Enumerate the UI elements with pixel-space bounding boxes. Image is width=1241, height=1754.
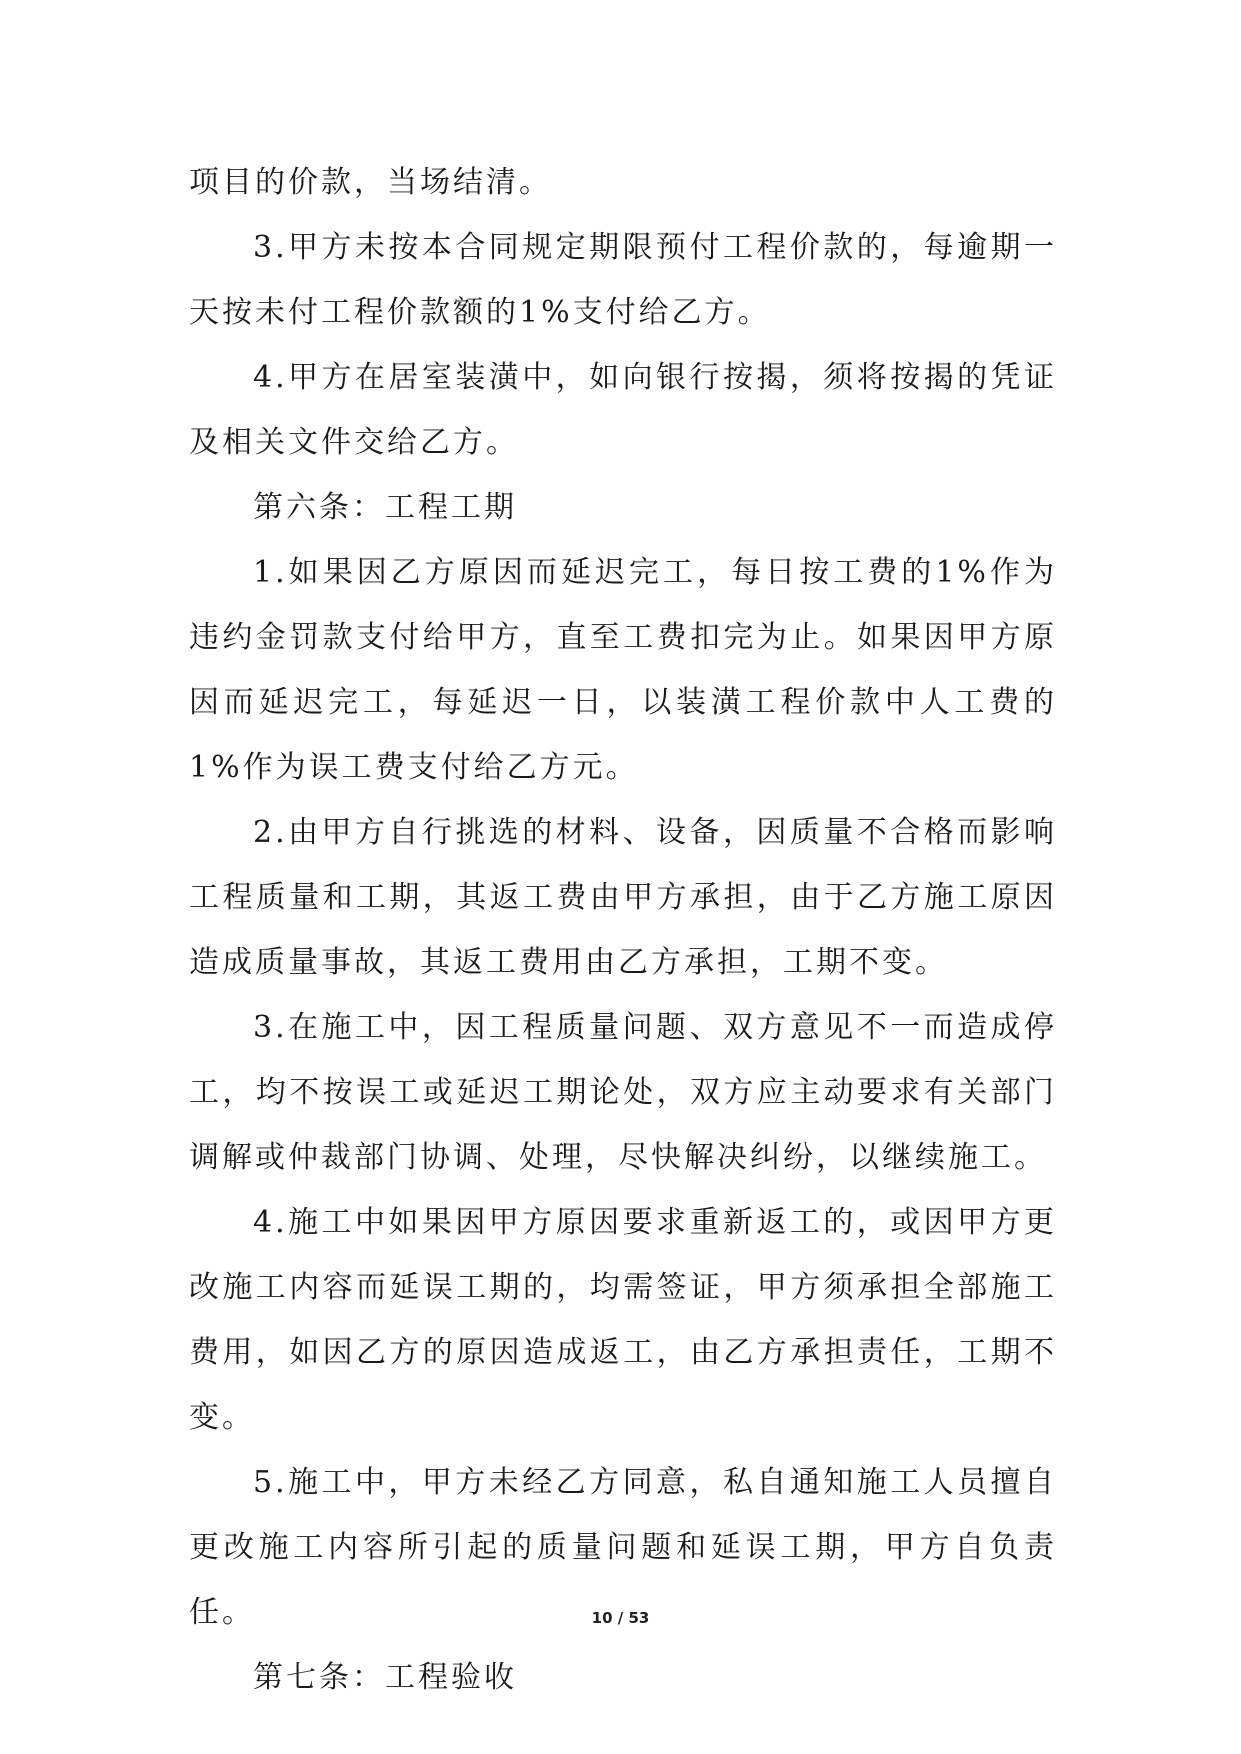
paragraph-clause-5-item-4: 4.甲方在居室装潢中，如向银行按揭，须将按揭的凭证及相关文件交给乙方。	[189, 360, 1057, 460]
section-heading-article-7: 第七条：工程验收	[253, 1660, 517, 1695]
paragraph-continuation: 项目的价款，当场结清。	[189, 165, 552, 200]
paragraph-clause-6-item-4: 4.施工中如果因甲方原因要求重新返工的，或因甲方更改施工内容而延误工期的，均需签证，甲方须承担全部施工费用，如因乙方的原因造成返工，由乙方承担责任，工期不变。	[189, 1205, 1057, 1435]
section-heading-article-6: 第六条：工程工期	[253, 490, 517, 525]
paragraph-clause-6-item-1: 1.如果因乙方原因而延迟完工，每日按工费的1%作为违约金罚款支付给甲方，直至工费扣完为止。如果因甲方原因而延迟完工，每延迟一日，以装潢工程价款中人工费的1%作为误工费支付给乙方元。	[189, 555, 1057, 785]
paragraph-clause-6-item-2: 2.由甲方自行挑选的材料、设备，因质量不合格而影响工程质量和工期，其返工费由甲方承担，由于乙方施工原因造成质量事故，其返工费用由乙方承担，工期不变。	[189, 815, 1057, 980]
paragraph-clause-6-item-5: 5.施工中，甲方未经乙方同意，私自通知施工人员擅自更改施工内容所引起的质量问题和延误工期，甲方自负责任。	[189, 1465, 1057, 1630]
paragraph-clause-5-item-3: 3.甲方未按本合同规定期限预付工程价款的，每逾期一天按未付工程价款额的1%支付给乙方。	[189, 230, 1057, 330]
page-number: 10 / 53	[591, 1609, 650, 1627]
document-body	[189, 150, 1057, 1710]
paragraph-clause-6-item-3: 3.在施工中，因工程质量问题、双方意见不一而造成停工，均不按误工或延迟工期论处，双方应主动要求有关部门调解或仲裁部门协调、处理，尽快解决纠纷，以继续施工。	[189, 1010, 1057, 1175]
